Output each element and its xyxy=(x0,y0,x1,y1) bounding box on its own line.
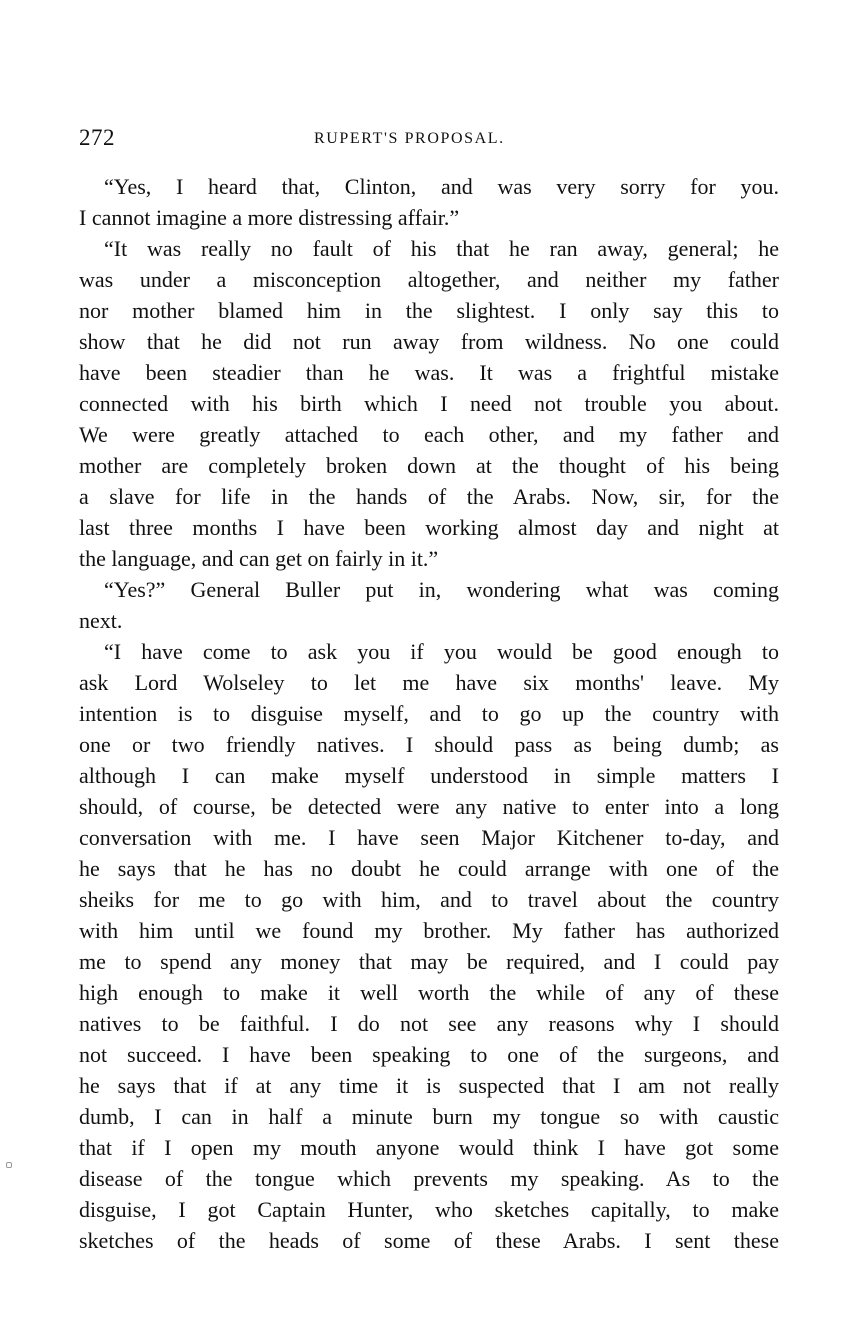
text-line: one or two friendly natives. I should pass as being dumb; as xyxy=(79,732,779,757)
text-line: nor mother blamed him in the slightest. I only say this to xyxy=(79,298,779,323)
text-line: not succeed. I have been speaking to one of the surgeons, and xyxy=(79,1042,779,1067)
text-line: should, of course, be detected were any native to enter into a long xyxy=(79,794,779,819)
text-line: sketches of the heads of some of these Arabs. I sent these xyxy=(79,1228,779,1253)
text-line: that if I open my mouth anyone would think I have got some xyxy=(79,1135,779,1160)
text-line: intention is to disguise myself, and to go up the country with xyxy=(79,701,779,726)
text-line: sheiks for me to go with him, and to travel about the country xyxy=(79,887,779,912)
text-line: the language, and can get on fairly in it.” xyxy=(79,546,439,571)
page-number: 272 xyxy=(79,125,115,150)
text-line: I cannot imagine a more distressing affair.” xyxy=(79,205,460,230)
text-line: was under a misconception altogether, and neither my father xyxy=(79,267,779,292)
text-line: “It was really no fault of his that he ran away, general; he xyxy=(104,236,779,261)
text-line: next. xyxy=(79,608,123,633)
text-line: high enough to make it well worth the while of any of these xyxy=(79,980,779,1005)
text-line: ask Lord Wolseley to let me have six months' leave. My xyxy=(79,670,779,695)
text-line: last three months I have been working almost day and night at xyxy=(79,515,779,540)
text-line: “Yes?” General Buller put in, wondering what was coming xyxy=(104,577,779,602)
text-line: a slave for life in the hands of the Arabs. Now, sir, for the xyxy=(79,484,779,509)
running-head xyxy=(79,124,779,152)
text-line: mother are completely broken down at the thought of his being xyxy=(79,453,779,478)
running-title: RUPERT'S PROPOSAL. xyxy=(314,130,505,147)
text-line: natives to be faithful. I do not see any reasons why I should xyxy=(79,1011,779,1036)
text-line: dumb, I can in half a minute burn my tongue so with caustic xyxy=(79,1104,779,1129)
text-line: conversation with me. I have seen Major Kitchener to-day, and xyxy=(79,825,779,850)
text-line: disguise, I got Captain Hunter, who sketches capitally, to make xyxy=(79,1197,779,1222)
text-line: he says that if at any time it is suspected that I am not really xyxy=(79,1073,779,1098)
body-text xyxy=(79,171,779,1256)
text-line: have been steadier than he was. It was a frightful mistake xyxy=(79,360,779,385)
scan-speck xyxy=(6,1162,12,1168)
text-line: show that he did not run away from wildness. No one could xyxy=(79,329,779,354)
text-line: with him until we found my brother. My father has authorized xyxy=(79,918,779,943)
text-line: although I can make myself understood in simple matters I xyxy=(79,763,779,788)
text-line: disease of the tongue which prevents my speaking. As to the xyxy=(79,1166,779,1191)
text-line: We were greatly attached to each other, and my father and xyxy=(79,422,779,447)
text-line: he says that he has no doubt he could arrange with one of the xyxy=(79,856,779,881)
text-line: “Yes, I heard that, Clinton, and was very sorry for you. xyxy=(104,174,779,199)
text-line: “I have come to ask you if you would be good enough to xyxy=(104,639,779,664)
text-line: me to spend any money that may be required, and I could pay xyxy=(79,949,779,974)
text-line: connected with his birth which I need not trouble you about. xyxy=(79,391,779,416)
